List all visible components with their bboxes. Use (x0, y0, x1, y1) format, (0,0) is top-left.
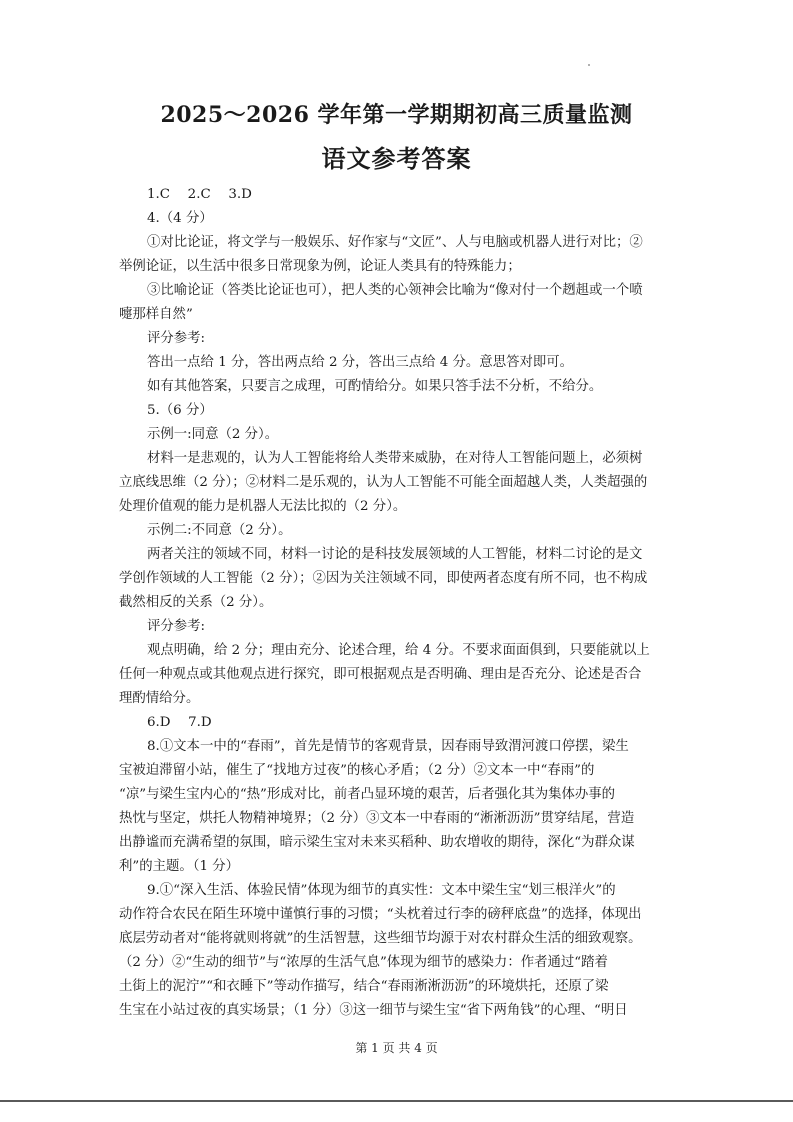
text-line: 4.（4 分） (147, 211, 213, 226)
text-line: 利”的主题。（1 分） (119, 859, 240, 874)
text-line: 示例一:同意（2 分）。 (147, 427, 279, 442)
text-line: 举例论证，以生活中很多日常现象为例，论证人类具有的特殊能力； (119, 259, 521, 274)
text-line: 截然相反的关系（2 分）。 (119, 595, 273, 610)
text-line: 理酌情给分。 (119, 691, 200, 706)
text-line: 土街上的泥泞”“和衣睡下”等动作描写，结合“春雨淅淅沥沥”的环境烘托，还原了梁 (119, 979, 609, 994)
text-line: 宝被迫滞留小站，催生了“找地方过夜”的核心矛盾；（2 分）②文本一中“春雨”的 (119, 763, 595, 778)
scan-speck (588, 64, 590, 66)
text-line: 评分参考: (147, 619, 206, 634)
page-number: 第 1 页 共 4 页 (355, 1041, 438, 1055)
text-line: 两者关注的领域不同，材料一讨论的是科技发展领域的人工智能，材料二讨论的是文 (147, 547, 643, 562)
text-line: 6.D 7.D (147, 715, 212, 730)
text-line: 评分参考: (147, 331, 206, 346)
text-line: 观点明确，给 2 分；理由充分、论述合理，给 4 分。不要求面面俱到，只要能就以上 (147, 643, 650, 658)
text-line: 1.C 2.C 3.D (147, 187, 252, 202)
text-line: 立底线思维（2 分）；②材料二是乐观的，认为人工智能不可能全面超越人类，人类超强的 (119, 475, 648, 490)
text-line: ①对比论证，将文学与一般娱乐、好作家与“文匠”、人与电脑或机器人进行对比；② (147, 235, 643, 250)
text-line: 动作符合农民在陌生环境中谨慎行事的习惯；“头枕着过行李的磅秤底盘”的选择，体现出 (119, 907, 642, 922)
text-line: 5.（6 分） (147, 403, 213, 418)
answer-body (119, 183, 671, 1023)
answer-key-heading: 语文参考答案 (321, 144, 472, 173)
text-line: 示例二:不同意（2 分）。 (147, 523, 292, 538)
exam-title: 2025～2026 学年第一学期期初高三质量监测 (160, 102, 633, 128)
text-line: “凉”与梁生宝内心的“热”形成对比，前者凸显环境的艰苦，后者强化其为集体办事的 (119, 787, 616, 802)
text-line: 任何一种观点或其他观点进行探究，即可根据观点是否明确、理由是否充分、论述是否合 (119, 667, 642, 682)
text-line: 9.①“深入生活、体验民情”体现为细节的真实性：文本中梁生宝“划三根洋火”的 (147, 883, 616, 898)
text-line: 生宝在小站过夜的真实场景；（1 分）③这一细节与梁生宝“省下两角钱”的心理、“明日 (119, 1003, 628, 1018)
text-line: 学创作领域的人工智能（2 分）；②因为关注领域不同，即使两者态度有所不同，也不构成 (119, 571, 648, 586)
text-line: （2 分）②“生动的细节”与“浓厚的生活气息”体现为细节的感染力：作者通过“踏着 (119, 955, 608, 970)
text-line: ③比喻论证（答类比论证也可），把人类的心领神会比喻为“像对付一个趔趄或一个喷 (147, 283, 643, 298)
text-line: 8.①文本一中的“春雨”，首先是情节的客观背景，因春雨导致渭河渡口停摆，梁生 (147, 739, 629, 754)
text-line: 材料一是悲观的，认为人工智能将给人类带来威胁，在对待人工智能问题上，必须树 (147, 451, 643, 466)
text-line: 热忱与坚定，烘托人物精神境界；（2 分）③文本一中春雨的“淅淅沥沥”贯穿结尾，营造 (119, 811, 635, 826)
text-line: 答出一点给 1 分，答出两点给 2 分，答出三点给 4 分。意思答对即可。 (147, 355, 574, 370)
text-line: 嚏那样自然” (119, 307, 193, 322)
text-line: 出静谧而充满希望的氛围，暗示梁生宝对未来买稻种、助农增收的期待，深化“为群众谋 (119, 835, 635, 850)
text-line: 如有其他答案，只要言之成理，可酌情给分。如果只答手法不分析，不给分。 (147, 379, 603, 394)
text-line: 处理价值观的能力是机器人无法比拟的（2 分）。 (119, 499, 407, 514)
bottom-rule (0, 1100, 793, 1102)
text-line: 底层劳动者对“能将就则将就”的生活智慧，这些细节均源于对农村群众生活的细致观察。 (119, 931, 642, 946)
